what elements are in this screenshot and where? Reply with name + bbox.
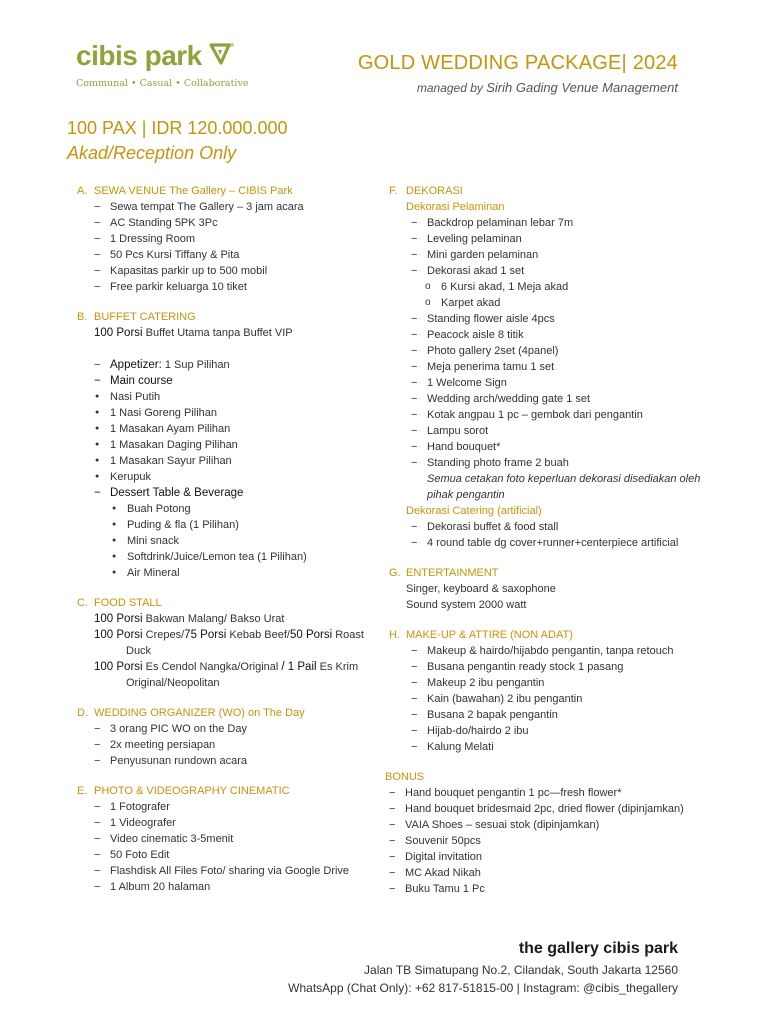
section-title: WEDDING ORGANIZER (WO) on The Day xyxy=(94,707,305,719)
section-title: MAKE-UP & ATTIRE (NON ADAT) xyxy=(406,629,573,641)
section-photo-video xyxy=(77,783,377,895)
list-item: − 1 Dressing Room xyxy=(94,231,377,247)
stall-line xyxy=(94,611,377,627)
list-item: − Flashdisk All Files Foto/ sharing via Google Drive xyxy=(94,863,377,879)
managed-by xyxy=(417,80,678,95)
entertainment-line: Sound system 2000 watt xyxy=(406,599,527,611)
list-item: − 2x meeting persiapan xyxy=(94,737,377,753)
bonus-title: BONUS xyxy=(385,771,425,783)
stall-line xyxy=(94,659,377,691)
list-item: − Leveling pelaminan xyxy=(411,231,719,247)
list-item: − AC Standing 5PK 3Pc xyxy=(94,215,377,231)
list-item: − 1 Fotografer xyxy=(94,799,377,815)
portion-label: / 1 Pail xyxy=(281,661,317,673)
dessert-list xyxy=(111,501,377,581)
list-item: − Hand bouquet bridesmaid 2pc, dried flower (dipinjamkan) xyxy=(389,801,719,817)
stall-text: Bakwan Malang/ Bakso Urat xyxy=(142,613,285,625)
section-title: ENTERTAINMENT xyxy=(406,567,499,579)
portion-label: 50 Porsi xyxy=(289,629,333,641)
footer-address: Jalan TB Simatupang No.2, Cilandak, South Jakarta 12560 xyxy=(364,963,678,977)
logo xyxy=(76,40,248,89)
list-item: − Photo gallery 2set (4panel) xyxy=(411,343,719,359)
list-item: − 1 Album 20 halaman xyxy=(94,879,377,895)
list-item: − Standing flower aisle 4pcs xyxy=(411,311,719,327)
list-item: ● Air Mineral xyxy=(111,565,377,581)
list-item: − Hijab-do/hairdo 2 ibu xyxy=(411,723,719,739)
catering-decoration-list xyxy=(411,519,719,551)
list-item: − 50 Pcs Kursi Tiffany & Pita xyxy=(94,247,377,263)
section-heading xyxy=(389,627,719,643)
list-item: − MC Akad Nikah xyxy=(389,865,719,881)
entertainment-line: Singer, keyboard & saxophone xyxy=(406,583,556,595)
managed-prefix: managed by xyxy=(416,81,483,95)
list-item: o 6 Kursi akad, 1 Meja akad xyxy=(425,279,719,295)
list-item: − Dekorasi akad 1 set xyxy=(411,263,719,279)
section-buffet xyxy=(77,309,377,581)
section-makeup xyxy=(389,627,719,755)
subsection-title: Dekorasi Pelaminan xyxy=(406,201,505,213)
page-title: GOLD WEDDING PACKAGE| 2024 xyxy=(357,52,678,74)
portion-label: 100 Porsi xyxy=(94,613,143,625)
list-item: − Buku Tamu 1 Pc xyxy=(389,881,719,897)
main-course-label: − Main course xyxy=(94,373,377,389)
footer-contact: WhatsApp (Chat Only): +62 817-51815-00 | Instagram: @cibis_thegallery xyxy=(288,981,678,995)
venue-list xyxy=(94,199,377,295)
list-item: ● 1 Nasi Goreng Pilihan xyxy=(94,405,377,421)
package-subtitle: Akad/Reception Only xyxy=(67,143,237,163)
portion-label: 75 Porsi xyxy=(184,629,227,641)
list-item: − Wedding arch/wedding gate 1 set xyxy=(411,391,719,407)
list-item: ● Kerupuk xyxy=(94,469,377,485)
list-item: − Digital invitation xyxy=(389,849,719,865)
appetizer-item xyxy=(94,357,377,373)
list-item: − Video cinematic 3-5menit xyxy=(94,831,377,847)
section-letter: E. xyxy=(77,785,88,797)
logo-mark-icon xyxy=(208,42,234,71)
list-item: ● Mini snack xyxy=(111,533,377,549)
list-item: − Kain (bawahan) 2 ibu pengantin xyxy=(411,691,719,707)
section-entertainment xyxy=(389,565,719,613)
section-title: SEWA VENUE The Gallery – CIBIS Park xyxy=(94,185,293,197)
portion-label: 100 Porsi xyxy=(94,661,143,673)
section-letter: D. xyxy=(77,707,88,719)
left-column xyxy=(77,183,377,909)
list-item: ● 1 Masakan Ayam Pilihan xyxy=(94,421,377,437)
list-item: − Peacock aisle 8 titik xyxy=(411,327,719,343)
managed-name: Sirih Gading Venue Management xyxy=(486,80,678,95)
section-letter: F. xyxy=(389,185,398,197)
section-title: FOOD STALL xyxy=(94,597,162,609)
section-letter: G. xyxy=(389,567,401,579)
stall-text: Roast Duck xyxy=(126,629,364,657)
section-heading xyxy=(77,595,377,611)
list-item: − 4 round table dg cover+runner+centerpiece artificial xyxy=(411,535,719,551)
stall-text: Es Krim Original/Neopolitan xyxy=(126,661,359,689)
logo-name: cibis park xyxy=(76,40,202,71)
section-bonus xyxy=(385,769,719,897)
wo-list xyxy=(94,721,377,769)
list-item: − 1 Videografer xyxy=(94,815,377,831)
decoration-note: Semua cetakan foto keperluan dekorasi disediakan oleh pihak pengantin xyxy=(427,473,701,501)
list-item: − Busana 2 bapak pengantin xyxy=(411,707,719,723)
section-heading xyxy=(389,183,719,199)
section-heading xyxy=(389,565,719,581)
appetizer-label: Appetizer: xyxy=(110,359,162,371)
section-title: PHOTO & VIDEOGRAPHY CINEMATIC xyxy=(94,785,290,797)
list-item: − Kapasitas parkir up to 500 mobil xyxy=(94,263,377,279)
section-title: DEKORASI xyxy=(406,185,463,197)
list-item: − Dekorasi buffet & food stall xyxy=(411,519,719,535)
stall-text: Es Cendol Nangka/Original xyxy=(142,661,282,673)
list-item: − Free parkir keluarga 10 tiket xyxy=(94,279,377,295)
list-item: − 1 Welcome Sign xyxy=(411,375,719,391)
section-title: BUFFET CATERING xyxy=(94,311,196,323)
portion-label: 100 Porsi xyxy=(94,327,143,339)
section-wedding-organizer xyxy=(77,705,377,769)
list-item: − Makeup 2 ibu pengantin xyxy=(411,675,719,691)
section-heading xyxy=(77,309,377,325)
section-venue xyxy=(77,183,377,295)
list-item: ● Nasi Putih xyxy=(94,389,377,405)
section-food-stall xyxy=(77,595,377,691)
section-letter: B. xyxy=(77,311,88,323)
appetizer-text: 1 Sup Pilihan xyxy=(161,359,230,371)
dessert-label: − Dessert Table & Beverage xyxy=(94,485,377,501)
section-heading xyxy=(77,705,377,721)
portion-label: 100 Porsi xyxy=(94,629,143,641)
list-item: − Lampu sorot xyxy=(411,423,719,439)
list-item: − 50 Foto Edit xyxy=(94,847,377,863)
list-item: − VAIA Shoes – sesuai stok (dipinjamkan) xyxy=(389,817,719,833)
list-item: − Sewa tempat The Gallery – 3 jam acara xyxy=(94,199,377,215)
buffet-list xyxy=(94,357,377,501)
list-item: − Mini garden pelaminan xyxy=(411,247,719,263)
stall-text: Kebab Beef/ xyxy=(226,629,290,641)
makeup-list xyxy=(411,643,719,755)
section-letter: A. xyxy=(77,185,88,197)
logo-tagline: Communal • Casual • Collaborative xyxy=(76,78,249,89)
list-item: − Souvenir 50pcs xyxy=(389,833,719,849)
list-item: − Kalung Melati xyxy=(411,739,719,755)
list-item: − 3 orang PIC WO on the Day xyxy=(94,721,377,737)
subsection-title: Dekorasi Catering (artificial) xyxy=(406,505,542,517)
list-item: − Backdrop pelaminan lebar 7m xyxy=(411,215,719,231)
list-item: ● Puding & fla (1 Pilihan) xyxy=(111,517,377,533)
decoration-list-2 xyxy=(411,311,719,471)
section-letter: C. xyxy=(77,597,88,609)
list-item: − Makeup & hairdo/hijabdo pengantin, tanpa retouch xyxy=(411,643,719,659)
section-heading xyxy=(77,183,377,199)
pax-price: 100 PAX | IDR 120.000.000 xyxy=(67,118,288,138)
akad-sublist xyxy=(425,279,719,311)
section-letter: H. xyxy=(389,629,400,641)
right-column xyxy=(385,183,719,911)
stall-line xyxy=(94,627,377,659)
decoration-list xyxy=(411,215,719,279)
list-item: − Kotak angpau 1 pc – gembok dari pengantin xyxy=(411,407,719,423)
list-item: − Standing photo frame 2 buah xyxy=(411,455,719,471)
bonus-list xyxy=(389,785,719,897)
photo-list xyxy=(94,799,377,895)
section-decoration xyxy=(389,183,719,551)
footer-venue-name: the gallery cibis park xyxy=(518,940,678,957)
list-item: − Penyusunan rundown acara xyxy=(94,753,377,769)
list-item: ● Buah Potong xyxy=(111,501,377,517)
buffet-intro-text: Buffet Utama tanpa Buffet VIP xyxy=(142,327,293,339)
section-heading xyxy=(77,783,377,799)
list-item: ● 1 Masakan Daging Pilihan xyxy=(94,437,377,453)
buffet-intro xyxy=(94,325,377,341)
list-item: ● 1 Masakan Sayur Pilihan xyxy=(94,453,377,469)
list-item: o Karpet akad xyxy=(425,295,719,311)
stall-text: Crepes/ xyxy=(142,629,185,641)
list-item: − Hand bouquet pengantin 1 pc—fresh flower* xyxy=(389,785,719,801)
list-item: − Busana pengantin ready stock 1 pasang xyxy=(411,659,719,675)
list-item: ● Softdrink/Juice/Lemon tea (1 Pilihan) xyxy=(111,549,377,565)
list-item: − Hand bouquet* xyxy=(411,439,719,455)
list-item: − Meja penerima tamu 1 set xyxy=(411,359,719,375)
